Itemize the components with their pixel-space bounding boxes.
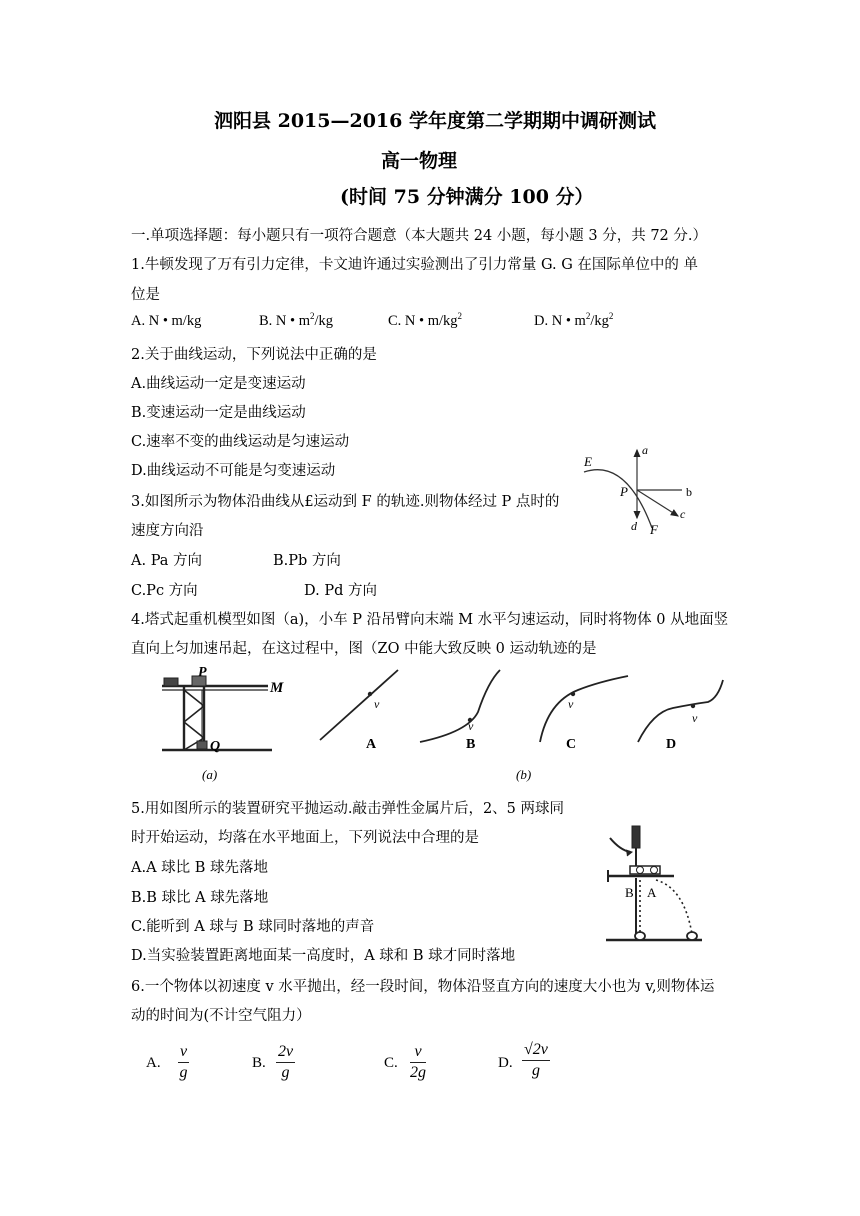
q6-option-a-fraction: $\frac{v}{g}$	[179, 1043, 188, 1081]
choice-label-d: D	[666, 737, 677, 752]
label-e: E	[584, 454, 592, 469]
q5-option-a: A.A 球比 B 球先落地	[131, 860, 269, 876]
vector-pc	[637, 490, 678, 516]
label-a: a	[642, 443, 648, 457]
q2-option-d: D.曲线运动不可能是匀变速运动	[131, 463, 336, 479]
q3-stem-line1: 3.如图所示为物体沿曲线从£运动到 F 的轨迹.则物体经过 P 点时的	[131, 494, 560, 510]
q1-stem-line1: 1.牛顿发现了万有引力定律，卡文迪许通过实验测出了引力常量 G. G 在国际单位中的 单	[131, 257, 699, 273]
label-f: F	[650, 522, 658, 536]
q5-stem-line1: 5.用如图所示的装置研究平抛运动.敲击弹性金属片后，2、5 两球同	[131, 801, 565, 817]
q3-option-a: A. Pa 方向	[131, 553, 203, 569]
q4-stem-line2: 直向上匀加速吊起，在这过程中，图（ZO 中能大致反映 0 运动轨迹的是	[131, 641, 597, 657]
ball-label-b: B	[625, 885, 634, 900]
q6-option-d-label: D.	[498, 1055, 513, 1071]
label-d: d	[631, 519, 637, 533]
exam-time: (时间 75 分钟满分 100 分）	[340, 186, 594, 208]
q5-option-b: B.B 球比 A 球先落地	[131, 890, 269, 906]
q2-stem: 2.关于曲线运动，下列说法中正确的是	[131, 347, 377, 363]
choice-label-a: A	[366, 737, 377, 752]
svg-text:v: v	[374, 697, 380, 711]
q6-option-d-fraction: $\frac{√2v}{g}$	[524, 1041, 548, 1079]
svg-text:v: v	[568, 697, 574, 711]
q6-stem-line1: 6.一个物体以初速度 v 水平抛出，经一段时间，物体沿竖直方向的速度大小也为 v,则物体运	[131, 979, 715, 995]
q6-option-a-label: A.	[146, 1055, 161, 1071]
q3-stem-line2: 速度方向沿	[131, 523, 204, 539]
fig-a-caption: (a)	[202, 767, 218, 782]
q3-option-b: B.Pb 方向	[273, 553, 341, 569]
q6-option-c-fraction: $\frac{v}{2g}$	[410, 1043, 426, 1081]
q5-option-c: C.能听到 A 球与 B 球同时落地的声音	[131, 919, 375, 935]
section-heading: 一.单项选择题：每小题只有一项符合题意（本大题共 24 小题，每小题 3 分，共 72 分.）	[131, 228, 707, 244]
trajectory-b	[420, 670, 500, 742]
trajectory-c	[540, 676, 628, 742]
q3-option-c: C.Pc 方向	[131, 583, 198, 599]
q5-stem-line2: 时开始运动，均落在水平地面上，下列说法中合理的是	[131, 830, 479, 846]
crane-label-p: P	[198, 665, 207, 680]
q1-option-c: C. N • $m/kg^2$	[388, 311, 463, 329]
choice-label-c: C	[566, 737, 577, 752]
q2-option-c: C.速率不变的曲线运动是匀速运动	[131, 434, 350, 450]
trajectory-curve	[584, 470, 652, 528]
q2-option-b: B.变速运动一定是曲线运动	[131, 405, 306, 421]
label-c: c	[680, 507, 686, 521]
q1-stem-line2: 位是	[131, 287, 160, 303]
q6-option-b-fraction: $\frac{2v}{g}$	[278, 1043, 294, 1081]
trajectory-d	[638, 680, 723, 742]
q6-option-c-label: C.	[384, 1055, 398, 1071]
fig-b-caption: (b)	[516, 767, 532, 782]
ball-label-a: A	[647, 885, 657, 900]
label-b: b	[686, 485, 692, 499]
q1-option-a: A. N • m/kg	[131, 313, 202, 329]
q2-option-a: A.曲线运动一定是变速运动	[131, 376, 306, 392]
svg-text:v: v	[468, 719, 474, 733]
svg-text:v: v	[692, 711, 698, 725]
q3-trajectory-figure	[578, 440, 698, 536]
q4-crane-figure	[148, 662, 728, 788]
exam-title: 泗阳县 2015—2016 学年度第二学期期中调研测试	[214, 110, 656, 132]
trajectory-a	[320, 670, 398, 740]
crane-label-q: Q	[210, 739, 221, 754]
crane-label-m: M	[270, 680, 284, 696]
q1-option-d: D. N • $m^2/kg^2$	[534, 311, 614, 329]
q6-option-b-label: B.	[252, 1055, 266, 1071]
q1-option-b: B. N • $m^2/kg$	[259, 311, 334, 329]
q3-option-d: D. Pd 方向	[304, 583, 377, 599]
q6-stem-line2: 动的时间为(不计空气阻力）	[131, 1008, 311, 1024]
exam-subject: 高一物理	[381, 150, 458, 172]
label-p: P	[620, 484, 628, 499]
choice-label-b: B	[466, 737, 476, 752]
q5-option-d: D.当实验装置距离地面某一高度时，A 球和 B 球才同时落地	[131, 948, 516, 964]
q4-stem-line1: 4.塔式起重机模型如图（a)，小车 P 沿吊臂向末端 M 水平匀速运动，同时将物体 0 从地面竖	[131, 612, 729, 628]
q5-projectile-apparatus-figure	[596, 822, 708, 950]
